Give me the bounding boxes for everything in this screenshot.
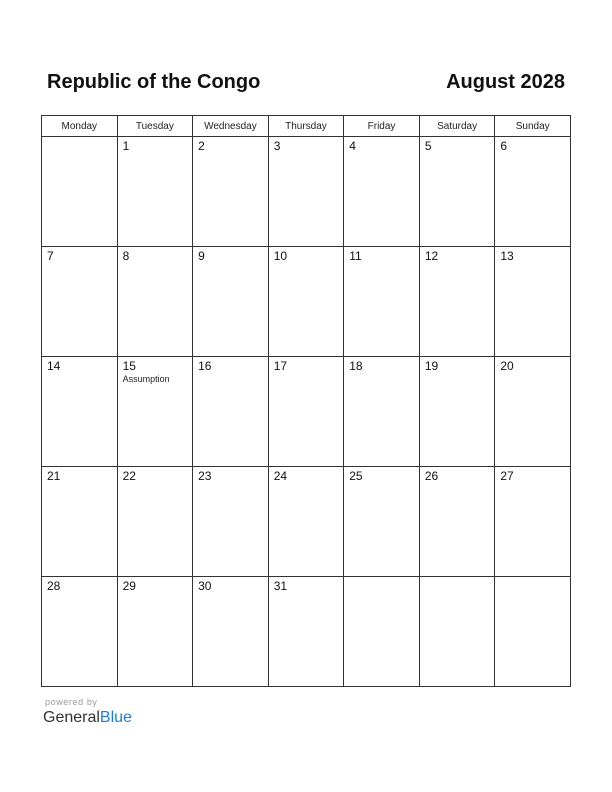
day-cell — [193, 577, 269, 687]
brand-logo — [43, 708, 132, 728]
day-cell — [117, 247, 193, 357]
day-number — [344, 577, 419, 580]
day-cell — [117, 577, 193, 687]
day-number — [42, 137, 117, 140]
day-cell — [268, 137, 344, 247]
day-number: 11 — [349, 249, 362, 263]
day-cell — [495, 577, 571, 687]
day-cell — [268, 357, 344, 467]
day-cell — [419, 357, 495, 467]
day-cell — [268, 247, 344, 357]
day-number: 29 — [122, 579, 136, 593]
day-cell — [419, 247, 495, 357]
day-number: 15 — [122, 359, 136, 373]
brand-name-part2: Blue — [99, 709, 132, 726]
day-cell — [344, 577, 420, 687]
day-cell — [495, 137, 571, 247]
week-row — [42, 467, 571, 577]
day-number: 26 — [424, 469, 439, 483]
day-number: 14 — [47, 359, 61, 373]
day-number: 24 — [273, 469, 288, 483]
day-number: 19 — [424, 359, 439, 373]
day-number: 1 — [122, 139, 130, 153]
brand-name-part1: General — [43, 709, 100, 726]
day-cell — [42, 577, 118, 687]
day-number: 18 — [349, 359, 363, 373]
day-cell — [344, 467, 420, 577]
day-cell — [344, 137, 420, 247]
week-row — [42, 357, 571, 467]
day-number: 8 — [122, 249, 130, 263]
footer-branding — [43, 697, 132, 728]
day-number: 27 — [500, 469, 514, 483]
day-number: 17 — [273, 359, 288, 373]
day-number: 20 — [500, 359, 514, 373]
weekday-header: Monday — [42, 116, 118, 137]
day-cell — [419, 137, 495, 247]
day-number: 3 — [273, 139, 281, 153]
day-cell — [495, 467, 571, 577]
day-cell — [193, 467, 269, 577]
day-cell — [117, 467, 193, 577]
day-cell — [344, 247, 420, 357]
weekday-header: Saturday — [419, 116, 495, 137]
day-number: 6 — [500, 139, 508, 153]
day-number: 2 — [198, 139, 205, 153]
powered-by-text: powered by — [45, 697, 98, 707]
day-cell — [117, 357, 193, 467]
day-cell — [193, 247, 269, 357]
week-row — [42, 137, 571, 247]
day-number: 13 — [500, 249, 514, 263]
day-cell — [495, 357, 571, 467]
weekday-header: Wednesday — [193, 116, 269, 137]
weekday-header: Tuesday — [117, 116, 193, 137]
day-number: 16 — [198, 359, 212, 373]
day-cell — [268, 467, 344, 577]
day-number: 23 — [198, 469, 212, 483]
day-cell — [117, 137, 193, 247]
day-cell — [419, 577, 495, 687]
day-cell — [193, 137, 269, 247]
month-year-title: August 2028 — [446, 71, 565, 93]
day-cell — [42, 247, 118, 357]
day-number: 30 — [198, 579, 212, 593]
day-number: 9 — [198, 249, 205, 263]
day-cell — [42, 467, 118, 577]
day-number: 31 — [273, 579, 288, 593]
day-cell — [42, 137, 118, 247]
day-number: 28 — [47, 579, 61, 593]
day-number: 4 — [349, 139, 356, 153]
week-row — [42, 577, 571, 687]
day-number: 5 — [424, 139, 432, 153]
day-number: 22 — [122, 469, 136, 483]
page-title: Republic of the Congo — [47, 71, 261, 93]
weekday-header: Friday — [344, 116, 420, 137]
weekday-header-row — [42, 116, 571, 137]
holiday-label: Assumption — [122, 374, 170, 384]
day-number: 21 — [47, 469, 61, 483]
day-cell — [42, 357, 118, 467]
day-cell — [268, 577, 344, 687]
day-cell — [344, 357, 420, 467]
day-cell — [193, 357, 269, 467]
day-number — [495, 577, 570, 580]
day-number: 7 — [47, 249, 54, 263]
day-cell — [419, 467, 495, 577]
calendar-grid — [41, 115, 571, 687]
week-row — [42, 247, 571, 357]
day-number: 12 — [424, 249, 439, 263]
day-number — [420, 577, 495, 580]
weekday-header: Thursday — [268, 116, 344, 137]
weekday-header: Sunday — [495, 116, 571, 137]
day-cell — [495, 247, 571, 357]
day-number: 10 — [273, 249, 288, 263]
day-number: 25 — [349, 469, 363, 483]
